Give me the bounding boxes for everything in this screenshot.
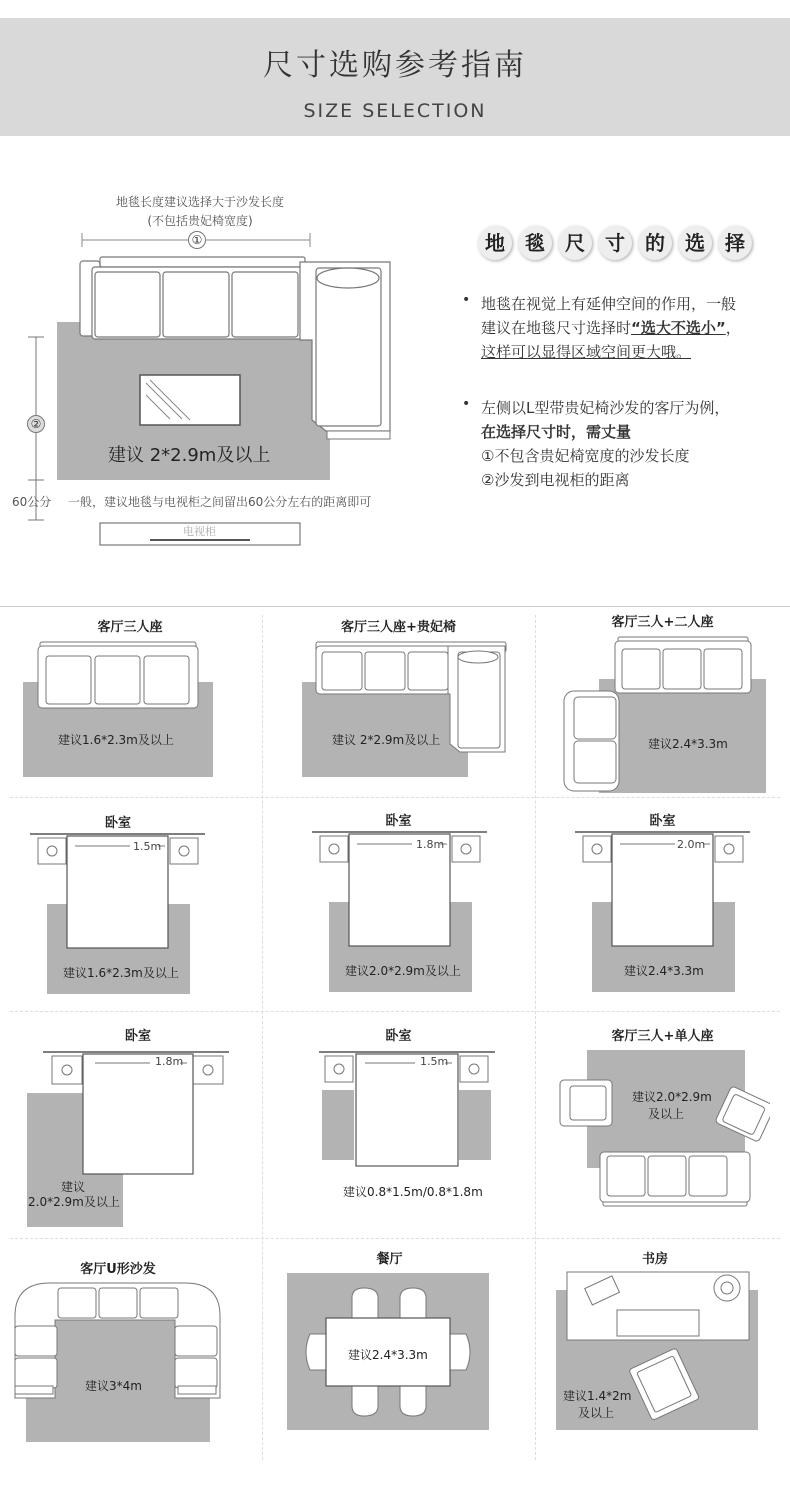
grid-row-divider	[10, 1011, 780, 1012]
sofa-3-seat-diagram	[20, 640, 220, 780]
cell-title: 卧室	[104, 816, 131, 831]
tv-cabinet-label: 电视柜	[183, 525, 216, 538]
bullet-2-line-4: ②沙发到电视柜的距离	[481, 471, 630, 489]
cell-caption: 建议2.4*3.3m	[648, 737, 728, 751]
marker-2: ②	[27, 415, 45, 433]
cell-caption: 建议2.4*3.3m	[348, 1348, 428, 1362]
heading-char: 择	[718, 226, 752, 260]
sofa-3-2-seat-diagram	[560, 635, 770, 795]
grid-row-divider	[10, 1238, 780, 1239]
heading-char: 毯	[518, 226, 552, 260]
cell-caption: 建议1.6*2.3m及以上	[58, 733, 174, 747]
bullet-1-line-1: 地毯在视觉上有延伸空间的作用，一般	[481, 295, 737, 313]
distance-note: 一般，建议地毯与电视柜之间留出60公分左右的距离即可	[68, 495, 372, 509]
dimension-label: 1.8m	[155, 1055, 184, 1068]
cell-caption: 建议2.0*2.9m	[632, 1090, 712, 1104]
cell-title: 卧室	[385, 1029, 412, 1044]
bullet-1	[481, 292, 781, 364]
cell-title: 客厅U形沙发	[80, 1262, 156, 1277]
cell-caption: 建议2.4*3.3m	[624, 964, 704, 978]
cell-caption: 建议3*4m	[85, 1379, 142, 1393]
cell-title: 客厅三人座	[97, 620, 163, 635]
cell-caption: 建议 2*2.9m及以上	[332, 733, 441, 747]
page-title: 尺寸选购参考指南	[263, 48, 527, 83]
cell-caption: 建议0.8*1.5m/0.8*1.8m	[343, 1185, 483, 1199]
cell-caption: 及以上	[648, 1107, 685, 1121]
bullet-2-line-1: 左侧以L型带贵妃椅沙发的客厅为例，	[481, 399, 730, 417]
cell-title: 客厅三人座+贵妃椅	[341, 620, 456, 635]
cell-title: 卧室	[124, 1029, 151, 1044]
cell-title: 客厅三人+单人座	[611, 1029, 714, 1044]
cell-title: 客厅三人+二人座	[611, 615, 714, 630]
cell-caption: 建议1.4*2m	[563, 1389, 632, 1403]
cell-title: 卧室	[649, 814, 676, 829]
bed-side-rugs-diagram	[315, 1048, 500, 1170]
grid-row-divider	[10, 797, 780, 798]
marker-1: ①	[188, 231, 206, 249]
cell-title: 餐厅	[376, 1252, 403, 1267]
cell-caption: 2.0*2.9m及以上	[28, 1195, 120, 1209]
cell-title: 卧室	[385, 814, 412, 829]
bullet-dot: •	[462, 396, 471, 412]
dimension-label: 1.8m	[416, 838, 445, 851]
cell-caption: 建议2.0*2.9m及以上	[345, 964, 461, 978]
bullet-1-line-2	[481, 316, 781, 340]
heading-char: 地	[478, 226, 512, 260]
bullet-1-emphasis: “选大不选小”	[631, 319, 726, 337]
bullet-2-line-2: 在选择尺寸时，需丈量	[481, 423, 632, 441]
page-subtitle: SIZE SELECTION	[303, 100, 487, 122]
bullet-2	[481, 396, 781, 492]
cell-caption: 及以上	[578, 1406, 615, 1420]
rug-size-text: 建议 2*2.9m及以上	[108, 445, 271, 466]
bullet-dot: •	[462, 292, 471, 308]
bullet-2-line-3: ①不包含贵妃椅宽度的沙发长度	[481, 447, 690, 465]
bullet-1-comma: ，	[725, 319, 741, 337]
heading-char: 寸	[598, 226, 632, 260]
dimension-label: 1.5m	[420, 1055, 449, 1068]
heading-char: 的	[638, 226, 672, 260]
rug-length-note: 地毯长度建议选择大于沙发长度	[115, 195, 284, 209]
bullet-1-text: 建议在地毯尺寸选择时	[481, 319, 632, 337]
bullet-1-line-3: 这样可以显得区域空间更大哦。	[481, 343, 692, 361]
selection-heading	[478, 226, 758, 260]
heading-char: 选	[678, 226, 712, 260]
cell-caption: 建议1.6*2.3m及以上	[63, 966, 179, 980]
dimension-label: 1.5m	[133, 840, 162, 853]
heading-char: 尺	[558, 226, 592, 260]
sofa-3-1-seat-diagram	[555, 1048, 770, 1214]
rug-length-subnote: (不包括贵妃椅宽度)	[147, 214, 253, 228]
distance-label: 60公分	[12, 495, 52, 509]
cell-title: 书房	[641, 1252, 668, 1267]
u-sofa-diagram	[10, 1278, 225, 1448]
page-header	[0, 18, 790, 136]
dimension-label: 2.0m	[677, 838, 706, 851]
grid-top-divider	[0, 606, 790, 607]
sofa-chaise-diagram	[300, 640, 515, 780]
cell-caption: 建议	[60, 1180, 85, 1194]
